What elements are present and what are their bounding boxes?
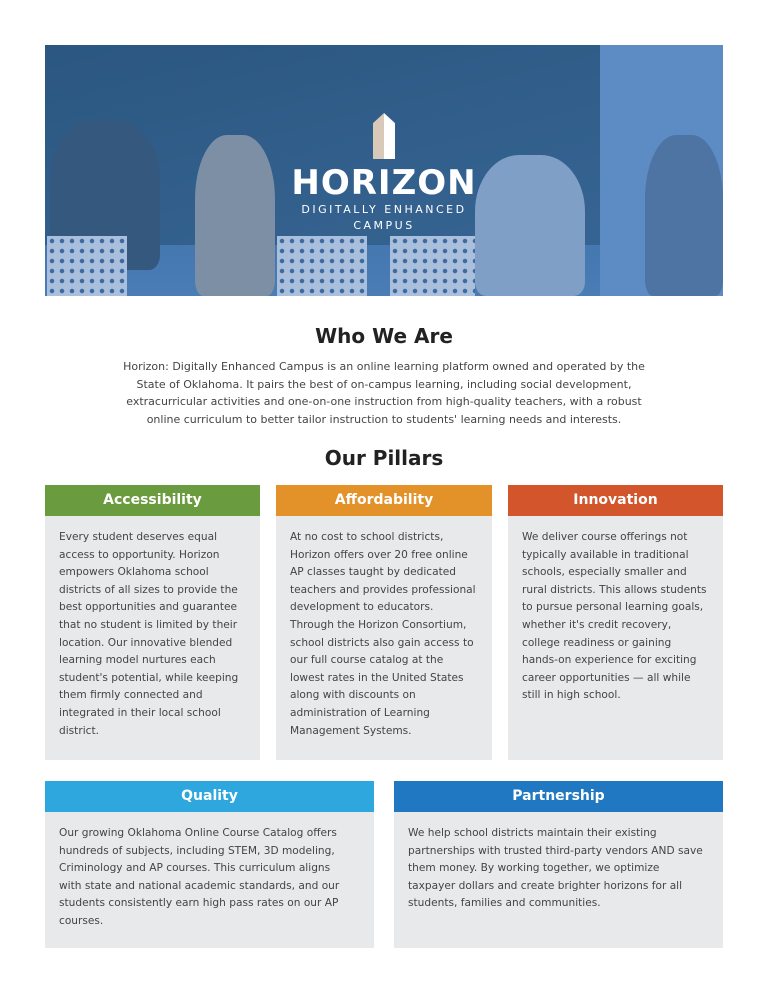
pillar-text: We deliver course offerings not typically available in traditional schools, especially smaller and rural districts. This allows students to pursue personal learning goals, whether it's credit recovery, college readiness or gaining hands-on experience for exciting career opportunities — all while still in high school.	[522, 531, 707, 702]
pillar-card-quality	[45, 781, 374, 948]
who-we-are-text: Horizon: Digitally Enhanced Campus is an online learning platform owned and operated by the State of Oklahoma. It pairs the best of on-campus learning, including social development, extracurricular activities and one-on-one instruction from high-quality teachers, with a robust online curriculum to better tailor instruction to students' learning needs and interests.	[123, 360, 645, 426]
pillar-title: Partnership	[394, 781, 723, 812]
chair-image	[390, 236, 475, 296]
chair-image	[47, 236, 127, 296]
chair-image	[277, 236, 367, 296]
pillar-title: Accessibility	[45, 485, 260, 516]
pillar-card-accessibility	[45, 485, 260, 760]
pillar-text: Every student deserves equal access to opportunity. Horizon empowers Oklahoma school districts of all sizes to provide the best opportunities and guarantee that no student is limited by their location. Our innovative blended learning model nurtures each student's potential, while keeping them firmly connected and integrated in their local school district.	[59, 531, 239, 737]
pillar-card-affordability	[276, 485, 492, 760]
pillar-text: We help school districts maintain their existing partnerships with trusted third-party vendors AND save them money. By working together, we optimize taxpayer dollars and create brighter horizons for all students, families and communities.	[408, 827, 703, 910]
pillar-card-partnership	[394, 781, 723, 948]
logo-subtitle: CAMPUS	[353, 219, 415, 232]
pillar-title: Affordability	[276, 485, 492, 516]
logo-mark-icon	[373, 113, 395, 159]
pillar-title: Innovation	[508, 485, 723, 516]
pillar-text: Our growing Oklahoma Online Course Catalog offers hundreds of subjects, including STEM, 3D modeling, Criminology and AP courses. This curriculum aligns with state and national academic standards, and our students consistently earn high pass rates on our AP courses.	[59, 827, 340, 927]
pillar-title: Quality	[45, 781, 374, 812]
pillar-card-innovation	[508, 485, 723, 760]
who-we-are-heading: Who We Are	[315, 324, 453, 348]
horizon-logo	[45, 113, 723, 233]
pillars-heading: Our Pillars	[324, 446, 444, 470]
logo-name: HORIZON	[291, 163, 477, 203]
logo-subtitle: DIGITALLY ENHANCED	[301, 203, 467, 216]
pillar-text: At no cost to school districts, Horizon offers over 20 free online AP classes taught by dedicated teachers and provides professional development to educators. Through the Horizon Consortium, school districts also gain access to our full course catalog at the lowest rates in the United States along with discounts on administration of Learning Management Systems.	[290, 531, 476, 737]
hero-banner	[45, 45, 723, 296]
